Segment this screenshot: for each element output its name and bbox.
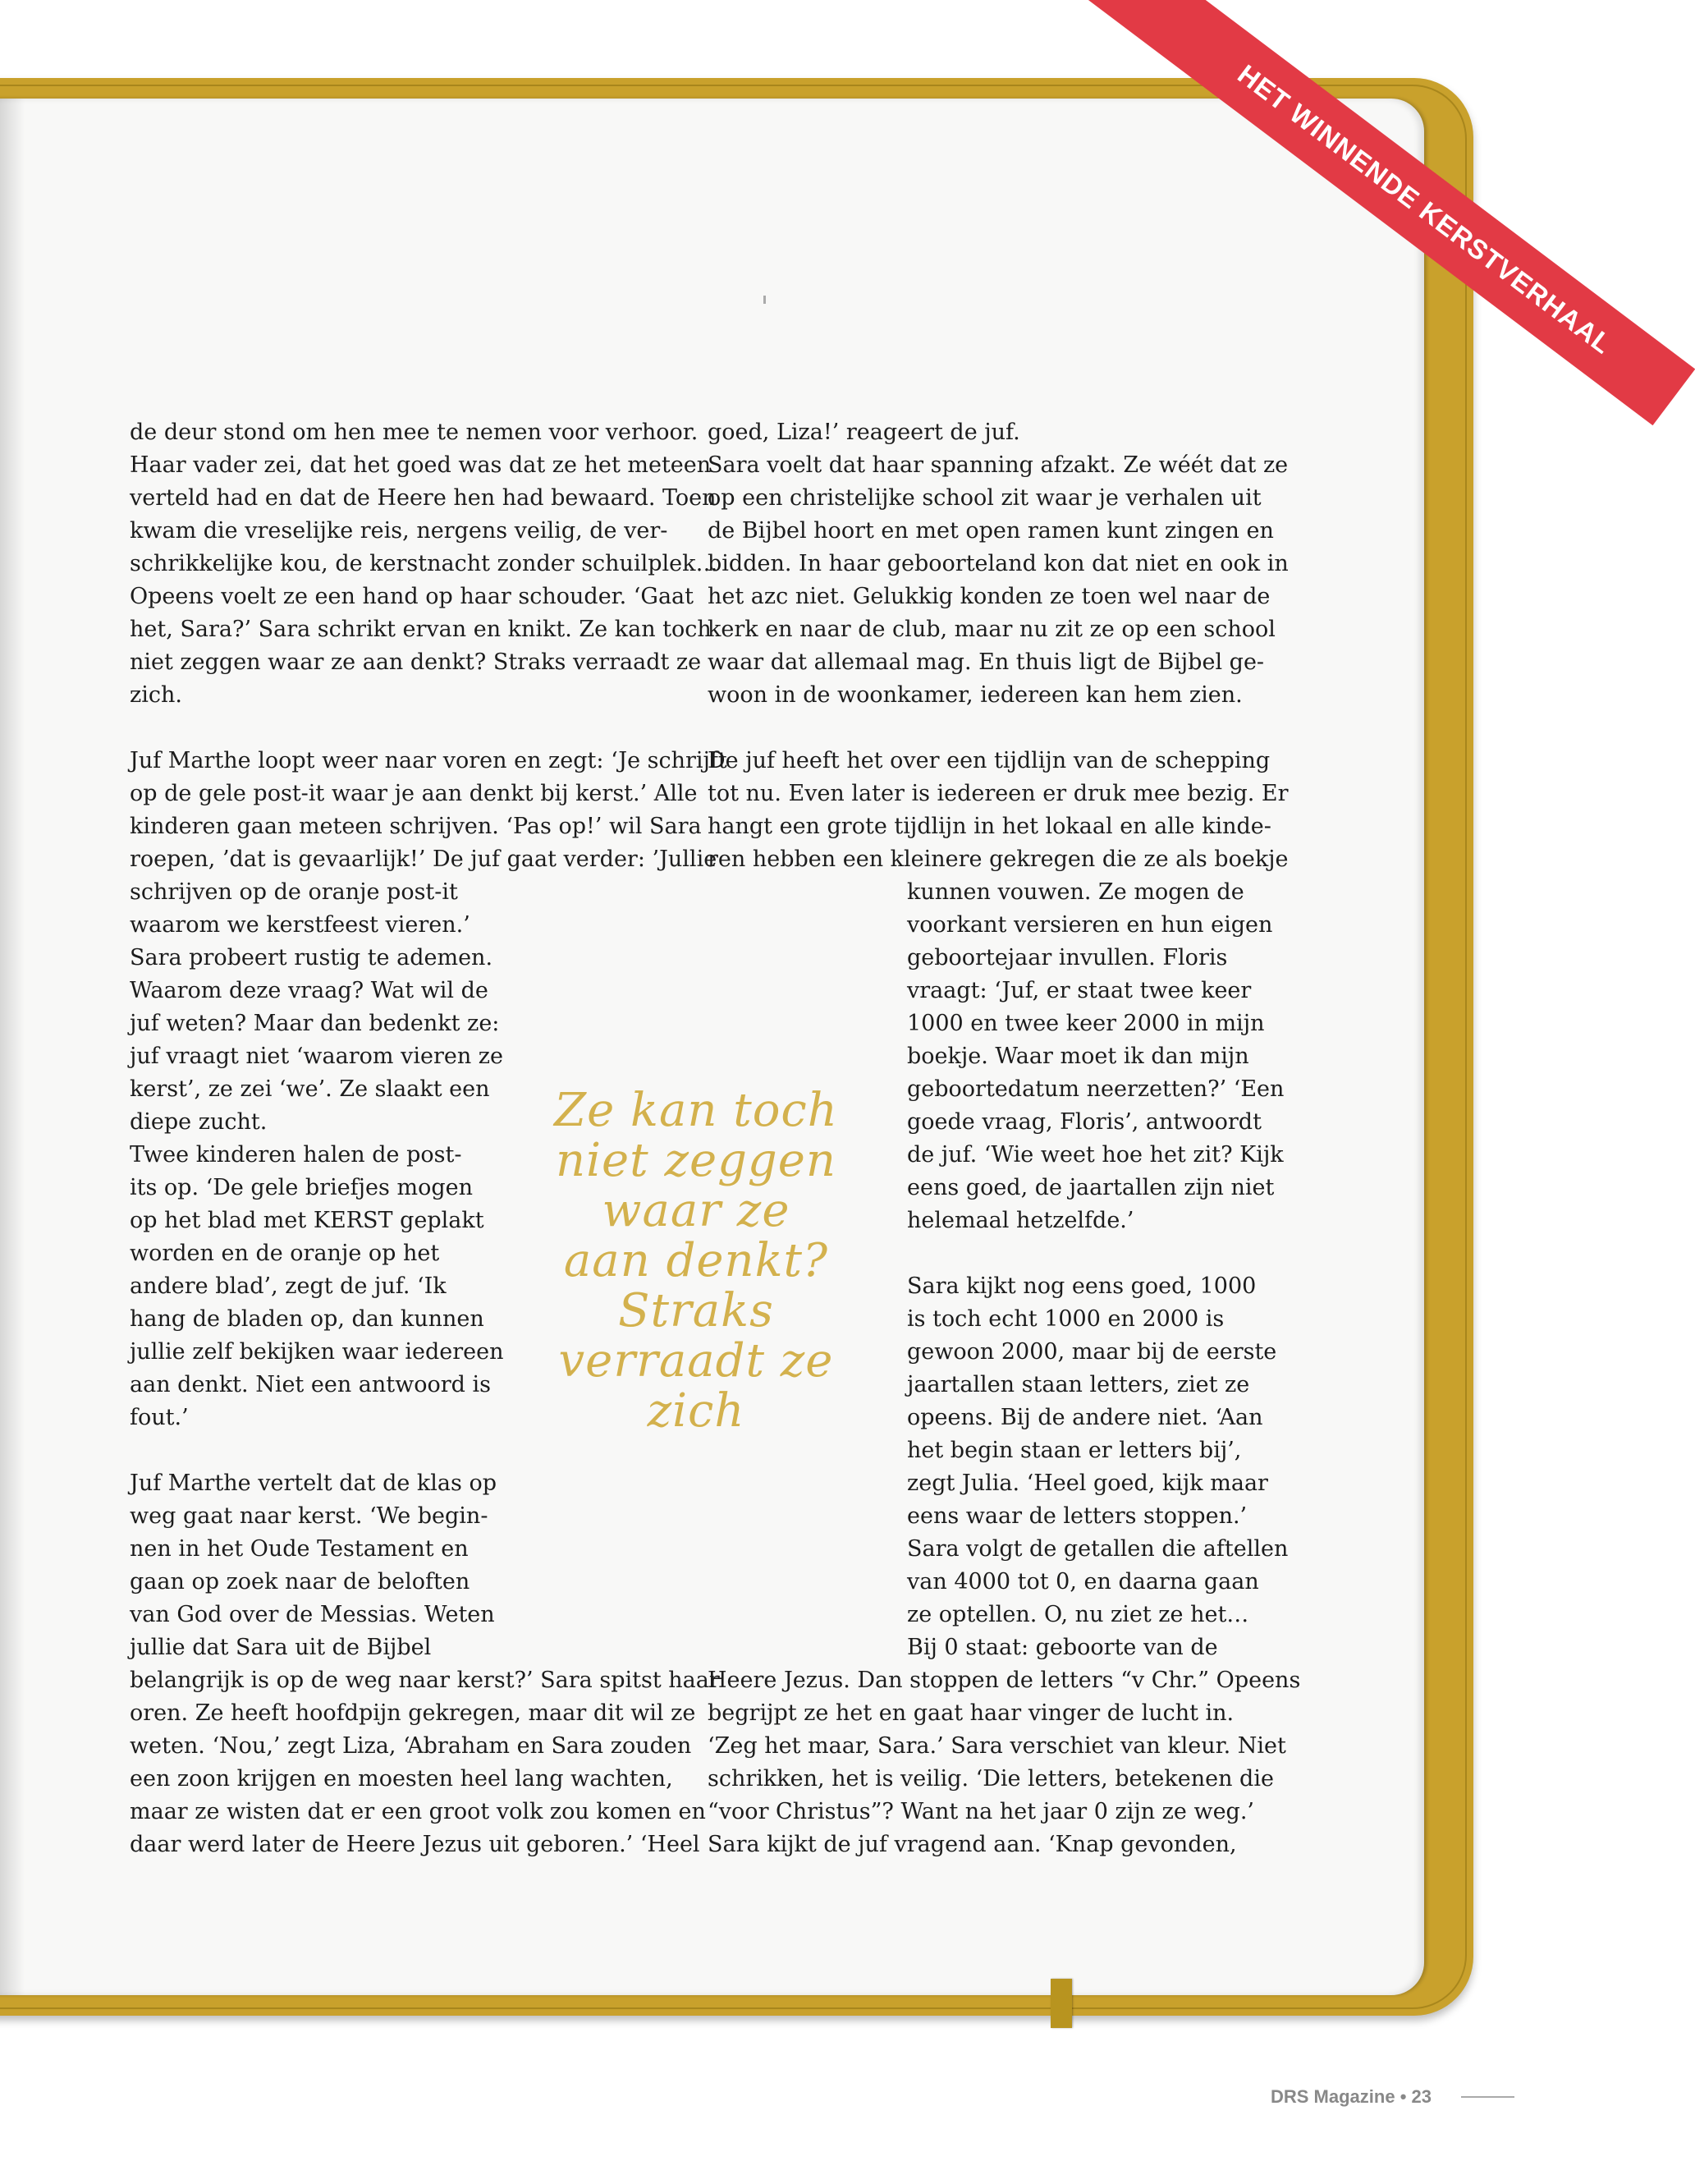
text-line: boekje. Waar moet ik dan mijn bbox=[907, 1044, 1249, 1069]
text-line: Twee kinderen halen de post- bbox=[130, 1142, 462, 1168]
text-line: de juf. ‘Wie weet hoe het zit? Kijk bbox=[907, 1142, 1284, 1168]
text-line: Straks bbox=[618, 1284, 774, 1337]
text-line: geboortejaar invullen. Floris bbox=[907, 945, 1228, 970]
text-line: op een christelijke school zit waar je verhalen uit bbox=[708, 485, 1262, 511]
text-line: schrikkelijke kou, de kerstnacht zonder schuilplek… bbox=[130, 551, 718, 576]
text-line: waar dat allemaal mag. En thuis ligt de Bijbel ge- bbox=[708, 649, 1265, 675]
paragraph bbox=[708, 416, 1289, 712]
text-line: het begin staan er letters bij’, bbox=[907, 1438, 1242, 1463]
text-line: zegt Julia. ‘Heel goed, kijk maar bbox=[907, 1471, 1268, 1496]
paragraph bbox=[708, 745, 1289, 876]
text-line: begrijpt ze het en gaat haar vinger de lucht in. bbox=[708, 1700, 1235, 1726]
page-speck bbox=[763, 296, 766, 304]
text-line: aan denkt? bbox=[563, 1234, 829, 1287]
text-line: eens waar de letters stoppen.’ bbox=[907, 1503, 1248, 1529]
text-line: oren. Ze heeft hoofdpijn gekregen, maar dit wil ze bbox=[130, 1700, 696, 1726]
text-line: jaartallen staan letters, ziet ze bbox=[907, 1372, 1250, 1397]
text-line: woon in de woonkamer, iedereen kan hem zien. bbox=[708, 682, 1243, 708]
text-line: Bij 0 staat: geboorte van de bbox=[907, 1635, 1218, 1660]
text-line: bidden. In haar geboorteland kon dat niet en ook in bbox=[708, 551, 1289, 576]
ribbon-label: HET WINNENDE KERSTVERHAAL bbox=[1232, 58, 1619, 360]
text-line: verteld had en dat de Heere hen had bewaard. Toen bbox=[130, 485, 717, 511]
paragraph bbox=[130, 416, 718, 712]
corner-ribbon bbox=[985, 0, 1619, 378]
text-line: 1000 en twee keer 2000 in mijn bbox=[907, 1011, 1265, 1036]
text-line: Sara kijkt de juf vragend aan. ‘Knap gevonden, bbox=[708, 1832, 1237, 1857]
text-line: op het blad met KERST geplakt bbox=[130, 1208, 484, 1233]
text-line: Sara volgt de getallen die aftellen bbox=[907, 1536, 1289, 1562]
text-line: ze optellen. O, nu ziet ze het… bbox=[907, 1602, 1249, 1627]
text-line: verraadt ze bbox=[558, 1334, 834, 1388]
paragraph bbox=[708, 1664, 1301, 1861]
text-line: de Bijbel hoort en met open ramen kunt zingen en bbox=[708, 518, 1274, 544]
text-line: Juf Marthe loopt weer naar voren en zegt: ‘Je schrijft bbox=[130, 748, 727, 773]
text-line: kerst’, ze zei ‘we’. Ze slaakt een bbox=[130, 1076, 490, 1102]
text-line: its op. ‘De gele briefjes mogen bbox=[130, 1175, 473, 1200]
text-line: helemaal hetzelfde.’ bbox=[907, 1208, 1134, 1233]
text-line: Haar vader zei, dat het goed was dat ze het meteen bbox=[130, 452, 712, 478]
text-line: gaan op zoek naar de beloften bbox=[130, 1569, 470, 1594]
text-line: Waarom deze vraag? Wat wil de bbox=[130, 978, 488, 1003]
text-line: jullie dat Sara uit de Bijbel bbox=[130, 1635, 432, 1660]
paragraph bbox=[130, 1467, 720, 1861]
page-footer: DRS Magazine • 23 bbox=[1271, 2086, 1432, 2107]
text-line: Sara kijkt nog eens goed, 1000 bbox=[907, 1273, 1257, 1299]
text-line: juf vraagt niet ‘waarom vieren ze bbox=[130, 1044, 504, 1069]
text-line: vraagt: ‘Juf, er staat twee keer bbox=[907, 978, 1252, 1003]
text-line: belangrijk is op de weg naar kerst?’ Sara spitst haar bbox=[130, 1668, 720, 1693]
text-line: zich. bbox=[130, 682, 182, 708]
text-line: het azc niet. Gelukkig konden ze toen wel naar de bbox=[708, 584, 1271, 609]
text-line: schrikken, het is veilig. ‘Die letters, betekenen die bbox=[708, 1766, 1274, 1792]
text-line: waar ze bbox=[602, 1184, 790, 1237]
text-line: tot nu. Even later is iedereen er druk mee bezig. Er bbox=[708, 781, 1289, 806]
text-line: van 4000 tot 0, en daarna gaan bbox=[907, 1569, 1259, 1594]
text-line: Heere Jezus. Dan stoppen de letters “v Chr.” Opeens bbox=[708, 1668, 1301, 1693]
text-line: op de gele post-it waar je aan denkt bij kerst.’ Alle bbox=[130, 781, 698, 806]
text-line: Juf Marthe vertelt dat de klas op bbox=[130, 1471, 497, 1496]
text-line: weg gaat naar kerst. ‘We begin- bbox=[130, 1503, 488, 1529]
ribbon-banner bbox=[1063, 0, 1695, 425]
text-line: voorkant versieren en hun eigen bbox=[907, 912, 1273, 938]
text-line: juf weten? Maar dan bedenkt ze: bbox=[130, 1011, 500, 1036]
text-line: ‘Zeg het maar, Sara.’ Sara verschiet van kleur. Niet bbox=[708, 1733, 1286, 1759]
text-line: weten. ‘Nou,’ zegt Liza, ‘Abraham en Sara zouden bbox=[130, 1733, 692, 1759]
text-line: hangt een grote tijdlijn in het lokaal en alle kinde- bbox=[708, 814, 1271, 839]
text-line: daar werd later de Heere Jezus uit geboren.’ ‘Heel bbox=[130, 1832, 700, 1857]
text-line: goede vraag, Floris’, antwoordt bbox=[907, 1109, 1262, 1135]
pull-quote bbox=[515, 1085, 877, 1436]
text-line: De juf heeft het over een tijdlijn van de schepping bbox=[708, 748, 1271, 773]
text-line: hang de bladen op, dan kunnen bbox=[130, 1306, 484, 1332]
text-line: goed, Liza!’ reageert de juf. bbox=[708, 420, 1020, 445]
text-line: fout.’ bbox=[130, 1405, 189, 1430]
text-line: Opeens voelt ze een hand op haar schouder. ‘Gaat bbox=[130, 584, 694, 609]
text-line: geboortedatum neerzetten?’ ‘Een bbox=[907, 1076, 1285, 1102]
text-line: de deur stond om hen mee te nemen voor verhoor. bbox=[130, 420, 699, 445]
text-line: roepen, ’dat is gevaarlijk!’ De juf gaat verder: ’Jullie bbox=[130, 847, 717, 872]
footer-rule bbox=[1461, 2096, 1514, 2098]
text-line: het, Sara?’ Sara schrikt ervan en knikt. Ze kan toch bbox=[130, 617, 712, 642]
text-line: niet zeggen waar ze aan denkt? Straks verraadt ze bbox=[130, 649, 702, 675]
text-line: kerk en naar de club, maar nu zit ze op een school bbox=[708, 617, 1276, 642]
text-line: opeens. Bij de andere niet. ‘Aan bbox=[907, 1405, 1263, 1430]
text-line: diepe zucht. bbox=[130, 1109, 268, 1135]
elastic-band bbox=[1051, 1979, 1072, 2028]
text-line: ren hebben een kleinere gekregen die ze als boekje bbox=[708, 847, 1289, 872]
text-line: schrijven op de oranje post-it bbox=[130, 879, 458, 905]
text-line: een zoon krijgen en moesten heel lang wachten, bbox=[130, 1766, 673, 1792]
text-line: jullie zelf bekijken waar iedereen bbox=[130, 1339, 504, 1365]
text-line: Sara voelt dat haar spanning afzakt. Ze wéét dat ze bbox=[708, 452, 1289, 478]
text-line: nen in het Oude Testament en bbox=[130, 1536, 469, 1562]
text-line: is toch echt 1000 en 2000 is bbox=[907, 1306, 1225, 1332]
page-spine-shadow bbox=[0, 99, 25, 1995]
text-line: gewoon 2000, maar bij de eerste bbox=[907, 1339, 1277, 1365]
text-line: maar ze wisten dat er een groot volk zou komen en bbox=[130, 1799, 706, 1824]
text-line: andere blad’, zegt de juf. ‘Ik bbox=[130, 1273, 447, 1299]
text-line: Ze kan toch bbox=[554, 1084, 838, 1137]
text-line: kunnen vouwen. Ze mogen de bbox=[907, 879, 1244, 905]
text-line: worden en de oranje op het bbox=[130, 1241, 440, 1266]
text-line: eens goed, de jaartallen zijn niet bbox=[907, 1175, 1275, 1200]
text-line: niet zeggen bbox=[556, 1134, 836, 1187]
text-line: kinderen gaan meteen schrijven. ‘Pas op!’ wil Sara bbox=[130, 814, 702, 839]
text-line: aan denkt. Niet een antwoord is bbox=[130, 1372, 492, 1397]
text-line: kwam die vreselijke reis, nergens veilig, de ver- bbox=[130, 518, 668, 544]
text-line: “voor Christus”? Want na het jaar 0 zijn ze weg.’ bbox=[708, 1799, 1254, 1824]
text-line: waarom we kerstfeest vieren.’ bbox=[130, 912, 470, 938]
text-line: zich bbox=[647, 1384, 745, 1438]
text-line: van God over de Messias. Weten bbox=[130, 1602, 495, 1627]
text-line: Sara probeert rustig te ademen. bbox=[130, 945, 493, 970]
